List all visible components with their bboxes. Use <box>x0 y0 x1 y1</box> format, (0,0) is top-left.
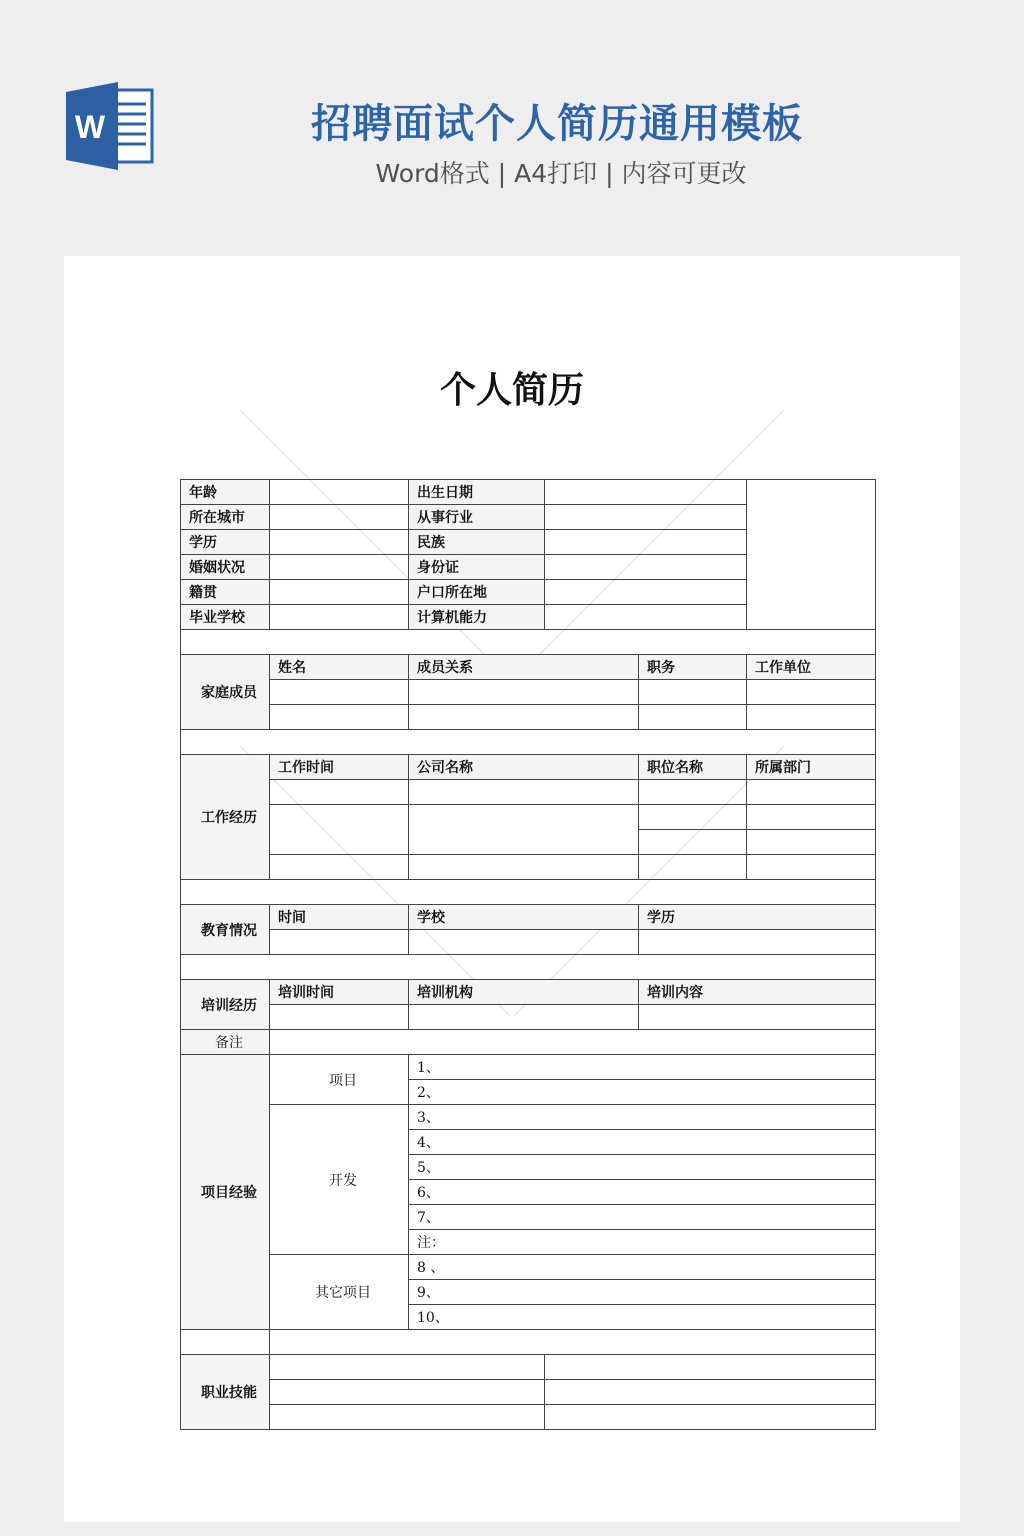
table-cell[interactable] <box>409 680 639 705</box>
field-value[interactable] <box>545 530 747 555</box>
project-item[interactable]: 10、 <box>409 1305 876 1330</box>
table-cell[interactable] <box>270 1380 545 1405</box>
table-row <box>181 930 876 955</box>
resume-table <box>180 479 876 1430</box>
column-header: 公司名称 <box>409 755 639 780</box>
table-cell[interactable] <box>270 855 409 880</box>
field-label: 婚姻状况 <box>181 555 270 580</box>
table-cell[interactable] <box>409 855 639 880</box>
field-value[interactable] <box>270 480 409 505</box>
project-row <box>181 1255 876 1280</box>
section-label-family: 家庭成员 <box>181 655 270 730</box>
project-group-label: 项目 <box>270 1055 409 1105</box>
table-cell[interactable] <box>639 805 747 830</box>
field-label: 民族 <box>409 530 545 555</box>
work-header-row <box>181 755 876 780</box>
project-item[interactable]: 2、 <box>409 1080 876 1105</box>
skills-row <box>181 1380 876 1405</box>
table-cell[interactable] <box>639 1005 876 1030</box>
field-value[interactable] <box>270 605 409 630</box>
table-cell[interactable] <box>409 1005 639 1030</box>
project-group-label: 其它项目 <box>270 1255 409 1330</box>
word-icon-letter: W <box>74 109 106 145</box>
field-label: 计算机能力 <box>409 605 545 630</box>
table-cell[interactable] <box>270 930 409 955</box>
spacer-cell <box>181 1330 270 1355</box>
project-item[interactable]: 7、 <box>409 1205 876 1230</box>
spacer-row <box>181 955 876 980</box>
field-label: 所在城市 <box>181 505 270 530</box>
column-header: 培训机构 <box>409 980 639 1005</box>
project-note[interactable]: 注： <box>409 1230 876 1255</box>
field-value[interactable] <box>545 580 747 605</box>
table-cell[interactable] <box>747 830 876 855</box>
document-title: 个人简历 <box>439 369 584 411</box>
field-value[interactable] <box>270 530 409 555</box>
table-row <box>181 1005 876 1030</box>
table-cell[interactable] <box>270 1355 545 1380</box>
column-header: 职务 <box>639 655 747 680</box>
table-cell[interactable] <box>639 705 747 730</box>
banner-title: 招聘面试个人简历通用模板 <box>311 101 803 147</box>
field-label: 籍贯 <box>181 580 270 605</box>
column-header: 培训内容 <box>639 980 876 1005</box>
table-cell[interactable] <box>639 780 747 805</box>
field-value[interactable] <box>545 555 747 580</box>
section-label-remarks: 备注 <box>181 1030 270 1055</box>
column-header: 工作单位 <box>747 655 876 680</box>
photo-box[interactable] <box>747 480 876 630</box>
table-cell[interactable] <box>639 830 747 855</box>
table-cell[interactable] <box>747 705 876 730</box>
table-cell[interactable] <box>747 780 876 805</box>
field-label: 从事行业 <box>409 505 545 530</box>
table-cell[interactable] <box>270 1405 545 1430</box>
column-header: 姓名 <box>270 655 409 680</box>
project-item[interactable]: 9、 <box>409 1280 876 1305</box>
spacer-row <box>181 730 876 755</box>
field-value[interactable] <box>545 480 747 505</box>
column-header: 工作时间 <box>270 755 409 780</box>
spacer-row <box>181 880 876 905</box>
section-label-training: 培训经历 <box>181 980 270 1030</box>
table-cell[interactable] <box>270 680 409 705</box>
project-item[interactable]: 6、 <box>409 1180 876 1205</box>
table-row <box>181 680 876 705</box>
spacer-cell <box>270 1330 876 1355</box>
family-header-row <box>181 655 876 680</box>
field-label: 身份证 <box>409 555 545 580</box>
section-label-work: 工作经历 <box>181 755 270 880</box>
column-header: 学历 <box>639 905 876 930</box>
table-row <box>181 780 876 805</box>
table-cell[interactable] <box>545 1355 876 1380</box>
table-cell[interactable] <box>270 780 409 805</box>
project-item[interactable]: 8 、 <box>409 1255 876 1280</box>
project-item[interactable]: 5、 <box>409 1155 876 1180</box>
table-row <box>181 805 876 830</box>
column-header: 时间 <box>270 905 409 930</box>
project-row <box>181 1055 876 1080</box>
section-label-education: 教育情况 <box>181 905 270 955</box>
section-label-projects: 项目经验 <box>181 1055 270 1330</box>
column-header: 职位名称 <box>639 755 747 780</box>
field-label: 年龄 <box>181 480 270 505</box>
table-cell[interactable] <box>409 705 639 730</box>
table-cell[interactable] <box>409 930 639 955</box>
table-cell[interactable] <box>409 780 639 805</box>
basic-info-row <box>181 480 876 505</box>
project-item[interactable]: 3、 <box>409 1105 876 1130</box>
field-value[interactable] <box>270 555 409 580</box>
remarks-row <box>181 1030 876 1055</box>
training-header-row <box>181 980 876 1005</box>
table-cell[interactable] <box>747 855 876 880</box>
table-row <box>181 855 876 880</box>
table-cell[interactable] <box>270 805 409 855</box>
table-cell[interactable] <box>270 705 409 730</box>
field-label: 出生日期 <box>409 480 545 505</box>
column-header: 学校 <box>409 905 639 930</box>
spacer-row <box>181 630 876 655</box>
field-label: 学历 <box>181 530 270 555</box>
table-cell[interactable] <box>639 855 747 880</box>
table-cell[interactable] <box>545 1380 876 1405</box>
remarks-value[interactable] <box>270 1030 876 1055</box>
table-cell[interactable] <box>545 1405 876 1430</box>
field-label: 毕业学校 <box>181 605 270 630</box>
field-value[interactable] <box>270 505 409 530</box>
field-value[interactable] <box>270 580 409 605</box>
skills-row <box>181 1405 876 1430</box>
column-header: 成员关系 <box>409 655 639 680</box>
project-item[interactable]: 1、 <box>409 1055 876 1080</box>
spacer-row <box>181 1330 876 1355</box>
project-item[interactable]: 4、 <box>409 1130 876 1155</box>
project-row <box>181 1105 876 1130</box>
skills-row <box>181 1355 876 1380</box>
table-cell[interactable] <box>747 680 876 705</box>
table-cell[interactable] <box>270 1005 409 1030</box>
field-label: 户口所在地 <box>409 580 545 605</box>
table-row <box>181 705 876 730</box>
project-group-label: 开发 <box>270 1105 409 1255</box>
field-value[interactable] <box>545 505 747 530</box>
table-cell[interactable] <box>747 805 876 830</box>
section-label-skills: 职业技能 <box>181 1355 270 1430</box>
table-cell[interactable] <box>639 680 747 705</box>
column-header: 培训时间 <box>270 980 409 1005</box>
column-header: 所属部门 <box>747 755 876 780</box>
table-cell[interactable] <box>639 930 876 955</box>
banner-subtitle: Word格式 | A4打印 | 内容可更改 <box>375 159 747 188</box>
field-value[interactable] <box>545 605 747 630</box>
table-cell[interactable] <box>409 805 639 855</box>
education-header-row <box>181 905 876 930</box>
